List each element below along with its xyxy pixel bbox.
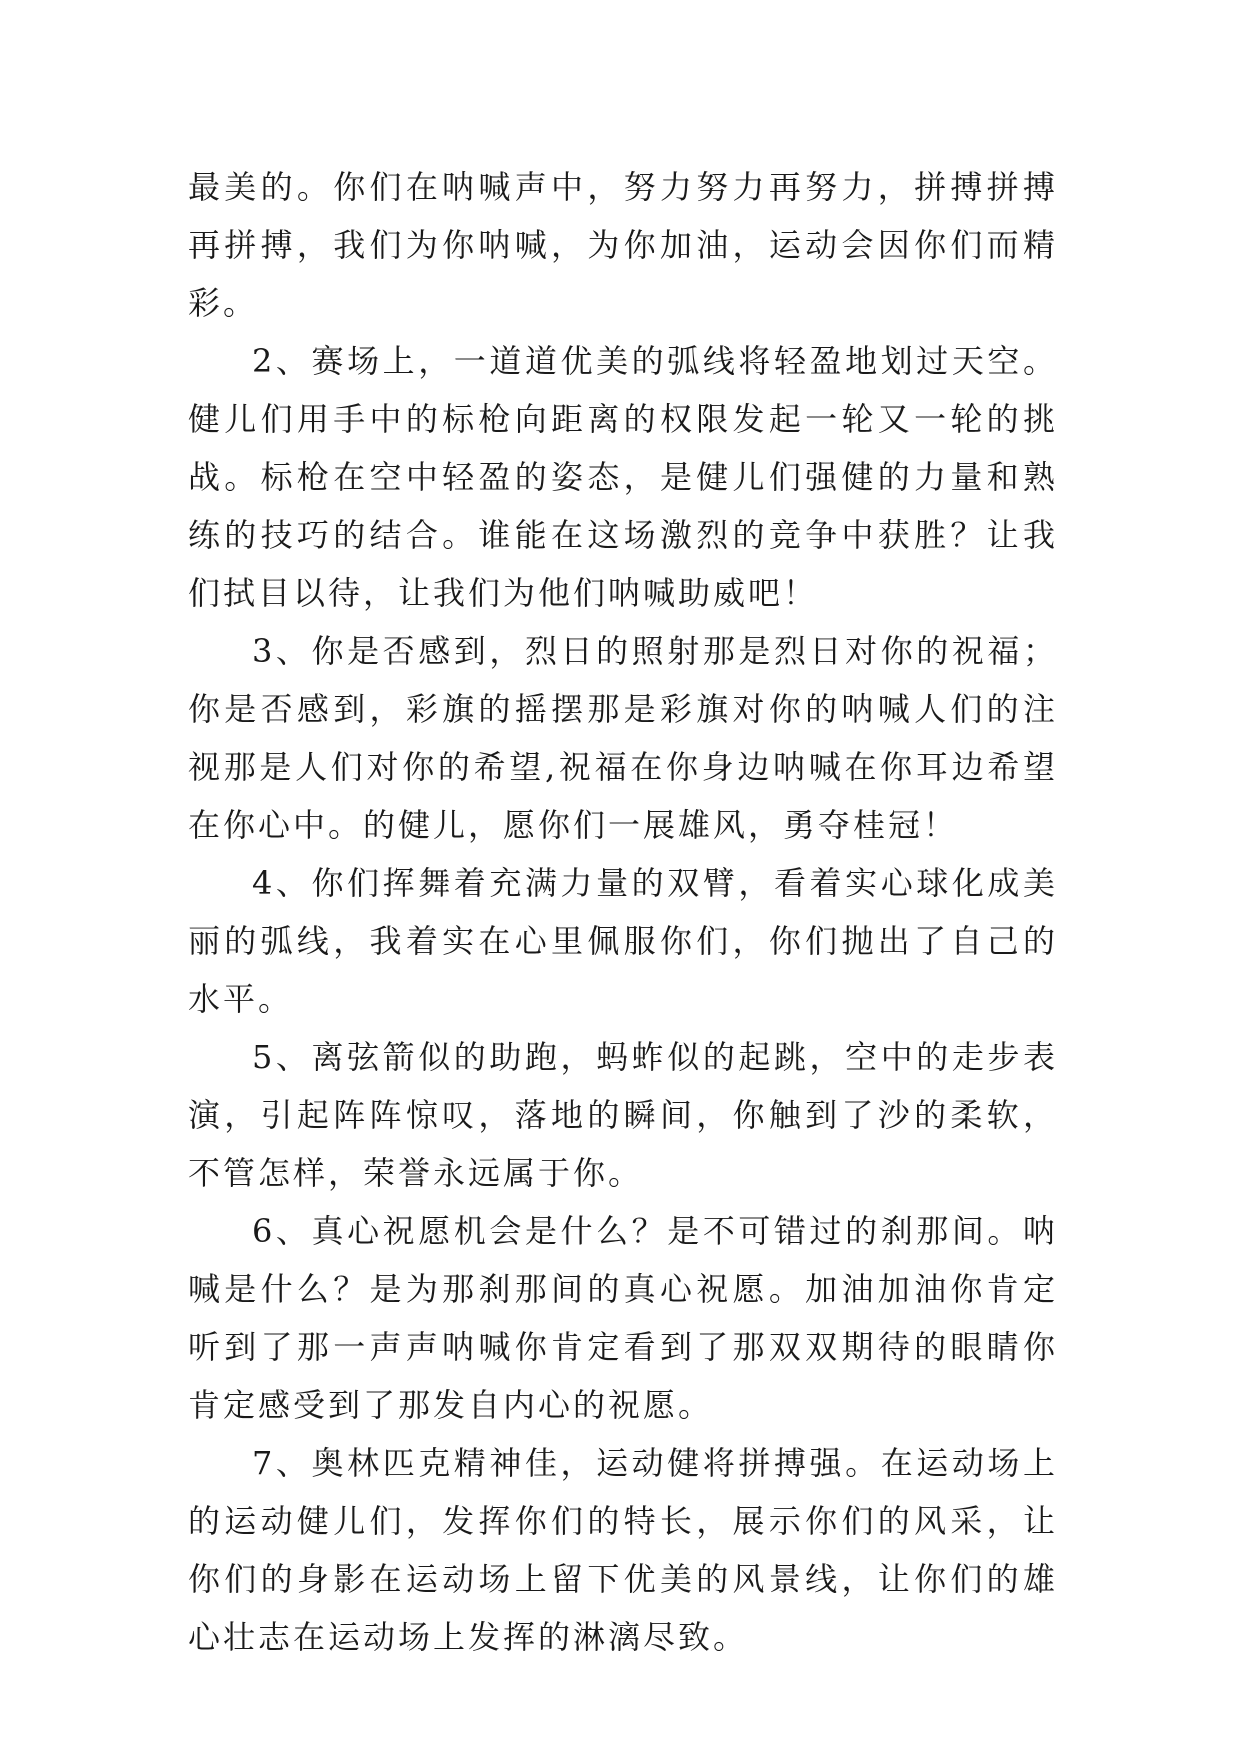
paragraph-item-5: 5、离弦箭似的助跑，蚂蚱似的起跳，空中的走步表演，引起阵阵惊叹，落地的瞬间，你触到了沙的柔软，不管怎样，荣誉永远属于你。 bbox=[188, 1038, 1058, 1192]
paragraph-item-6: 6、真心祝愿机会是什么？是不可错过的刹那间。呐喊是什么？是为那刹那间的真心祝愿。加油加油你肯定听到了那一声声呐喊你肯定看到了那双双期待的眼睛你肯定感受到了那发自内心的祝愿。 bbox=[188, 1212, 1058, 1424]
paragraph-item-3: 3、你是否感到，烈日的照射那是烈日对你的祝福；你是否感到，彩旗的摇摆那是彩旗对你的呐喊人们的注视那是人们对你的希望,祝福在你身边呐喊在你耳边希望在你心中。的健儿，愿你们一展雄风，勇夺桂冠！ bbox=[188, 632, 1058, 844]
paragraph-item-2: 2、赛场上，一道道优美的弧线将轻盈地划过天空。健儿们用手中的标枪向距离的权限发起一轮又一轮的挑战。标枪在空中轻盈的姿态，是健儿们强健的力量和熟练的技巧的结合。谁能在这场激烈的竞争中获胜？让我们拭目以待，让我们为他们呐喊助威吧！ bbox=[188, 342, 1058, 612]
paragraph-item-4: 4、你们挥舞着充满力量的双臂，看着实心球化成美丽的弧线，我着实在心里佩服你们，你们抛出了自己的水平。 bbox=[188, 864, 1058, 1018]
paragraph-continuation: 最美的。你们在呐喊声中，努力努力再努力，拼搏拼搏再拼搏，我们为你呐喊，为你加油，运动会因你们而精彩。 bbox=[188, 168, 1058, 322]
document-body bbox=[188, 158, 1058, 1666]
paragraph-item-7: 7、奥林匹克精神佳，运动健将拼搏强。在运动场上的运动健儿们，发挥你们的特长，展示你们的风采，让你们的身影在运动场上留下优美的风景线，让你们的雄心壮志在运动场上发挥的淋漓尽致。 bbox=[188, 1444, 1058, 1656]
